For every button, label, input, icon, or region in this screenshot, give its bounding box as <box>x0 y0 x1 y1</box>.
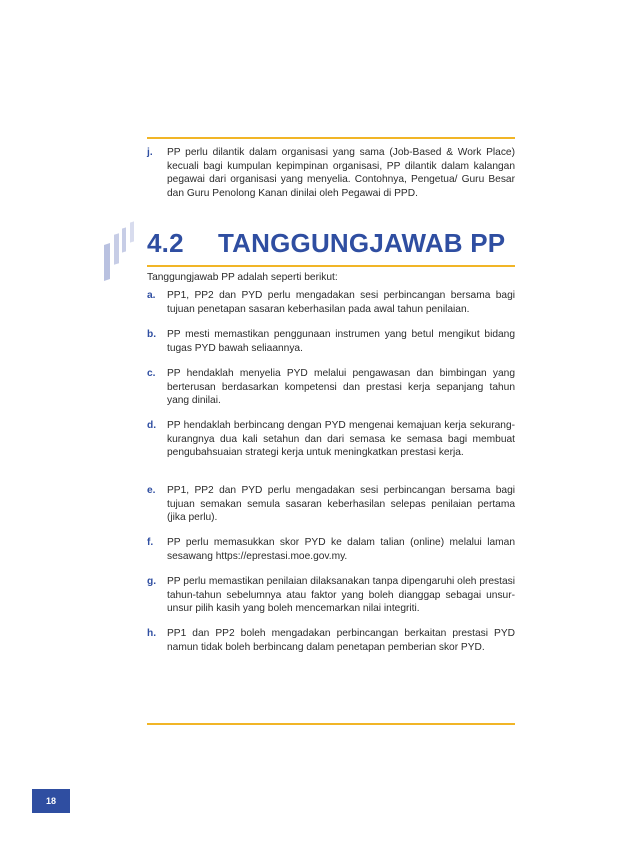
stripe <box>130 221 134 242</box>
section-divider <box>147 265 515 267</box>
list-item <box>147 367 515 408</box>
list-item <box>147 289 515 316</box>
list-letter: a. <box>147 290 156 301</box>
list-letter: c. <box>147 368 156 379</box>
list-letter: h. <box>147 628 157 639</box>
list-text: PP perlu memastikan penilaian dilaksanakan tanpa dipengaruhi oleh prestasi tahun-tahun sebelumnya atau faktor yang boleh dianggap sebagai unsur-unsur pilih kasih yang boleh mencemarkan nilai integriti. <box>167 576 515 615</box>
list-text: PP1, PP2 dan PYD perlu mengadakan sesi perbincangan bersama bagi tujuan semakan semula sasaran keberhasilan selepas penilaian pertama (jika perlu). <box>167 485 515 524</box>
list-text: PP1 dan PP2 boleh mengadakan perbincangan berkaitan prestasi PYD namun tidak boleh berbincang dalam penetapan pemberian skor PYD. <box>167 628 515 653</box>
decorative-stripes <box>104 222 144 284</box>
list-text: PP1, PP2 dan PYD perlu mengadakan sesi perbincangan bersama bagi tujuan penetapan sasaran keberhasilan pada awal tahun penilaian. <box>167 290 515 315</box>
list-letter: j. <box>147 147 153 158</box>
top-note <box>147 146 515 200</box>
list-text: PP mesti memastikan penggunaan instrumen yang betul mengikut bidang tugas PYD bawah seliaannya. <box>167 329 515 354</box>
stripe <box>122 227 126 252</box>
list-item <box>147 419 515 460</box>
list-text: PP perlu dilantik dalam organisasi yang sama (Job-Based & Work Place) kecuali bagi kumpulan kepimpinan organisasi, PP dilantik dalam kalangan pegawai dari organisasi yang menyelia. Contohnya, Pengetua/ Guru Besar dan Guru Penolong Kanan dinilai oleh Pegawai di PPD. <box>167 147 515 199</box>
list-item <box>147 484 515 525</box>
section-number: 4.2 <box>147 228 184 258</box>
stripe <box>114 233 119 265</box>
list-letter: b. <box>147 329 157 340</box>
bottom-divider <box>147 723 515 725</box>
list-text: PP hendaklah menyelia PYD melalui pengawasan dan bimbingan yang berterusan berdasarkan kompetensi dan prestasi kerja sepanjang tahun yang dinilai. <box>167 368 515 407</box>
section-heading <box>147 228 505 259</box>
top-divider <box>147 137 515 139</box>
list-text: PP hendaklah berbincang dengan PYD mengenai kemajuan kerja sekurang-kurangnya dua kali setahun dan dari semasa ke semasa bagi membuat pengubahsuaian strategi kerja untuk meningkatkan prestasi kerja. <box>167 420 515 459</box>
list-item <box>147 328 515 355</box>
list-letter: g. <box>147 576 157 587</box>
list-letter: e. <box>147 485 156 496</box>
section-intro: Tanggungjawab PP adalah seperti berikut: <box>147 272 338 283</box>
list-item <box>147 575 515 616</box>
list-item <box>147 536 515 563</box>
list-text: PP perlu memasukkan skor PYD ke dalam talian (online) melalui laman sesawang https://eprestasi.moe.gov.my. <box>167 537 515 562</box>
list-item <box>147 627 515 654</box>
section-title: TANGGUNGJAWAB PP <box>218 228 506 258</box>
list-letter: f. <box>147 537 154 548</box>
list-letter: d. <box>147 420 157 431</box>
stripe <box>104 243 110 281</box>
page-number: 18 <box>32 789 70 813</box>
